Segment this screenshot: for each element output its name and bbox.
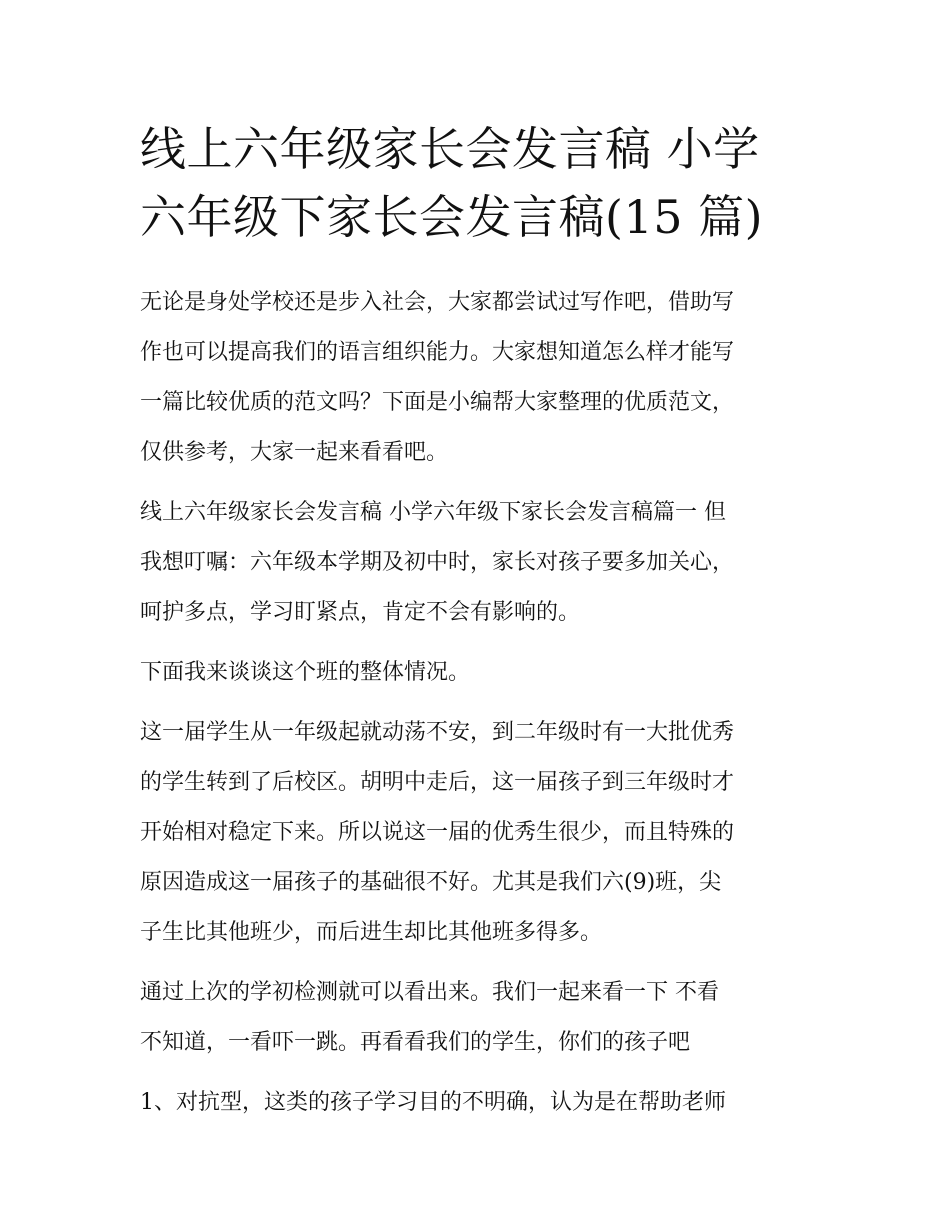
text-line: 我想叮嘱：六年级本学期及初中时，家长对孩子要多加关心， [140,550,735,575]
text-line: 不知道，一看吓一跳。再看看我们的学生，你们的孩子吧 [140,1030,691,1055]
text-line: 1、对抗型，这类的孩子学习目的不明确，认为是在帮助老师 [140,1090,726,1115]
paragraph-section-one [140,488,820,638]
paragraph-class-overview [140,648,820,698]
text-line: 这一届学生从一年级起就动荡不安，到二年级时有一大批优秀 [140,720,735,745]
text-line: 呵护多点，学习盯紧点，肯定不会有影响的。 [140,600,581,625]
title-line: 六年级下家长会发言稿(15 篇) [140,190,764,244]
document-title [140,115,820,251]
text-line: 开始相对稳定下来。所以说这一届的优秀生很少，而且特殊的 [140,820,735,845]
text-line: 原因造成这一届孩子的基础很不好。尤其是我们六(9)班，尖 [140,870,722,895]
text-line: 一篇比较优质的范文吗？下面是小编帮大家整理的优质范文， [140,390,735,415]
text-line: 无论是身处学校还是步入社会，大家都尝试过写作吧，借助写 [140,290,735,315]
paragraph-class-history [140,708,820,958]
text-line: 仅供参考，大家一起来看看吧。 [140,440,449,465]
text-line: 的学生转到了后校区。胡明中走后，这一届孩子到三年级时才 [140,770,735,795]
text-line: 下面我来谈谈这个班的整体情况。 [140,660,471,685]
paragraph-intro [140,278,820,478]
paragraph-type-one [140,1078,820,1128]
text-line: 线上六年级家长会发言稿 小学六年级下家长会发言稿篇一 但 [140,500,726,525]
document-body [140,278,820,1138]
text-line: 子生比其他班少，而后进生却比其他班多得多。 [140,920,603,945]
title-line: 线上六年级家长会发言稿 小学 [140,122,760,176]
paragraph-test-results [140,968,820,1068]
text-line: 通过上次的学初检测就可以看出来。我们一起来看一下 不看 [140,980,719,1005]
text-line: 作也可以提高我们的语言组织能力。大家想知道怎么样才能写 [140,340,735,365]
